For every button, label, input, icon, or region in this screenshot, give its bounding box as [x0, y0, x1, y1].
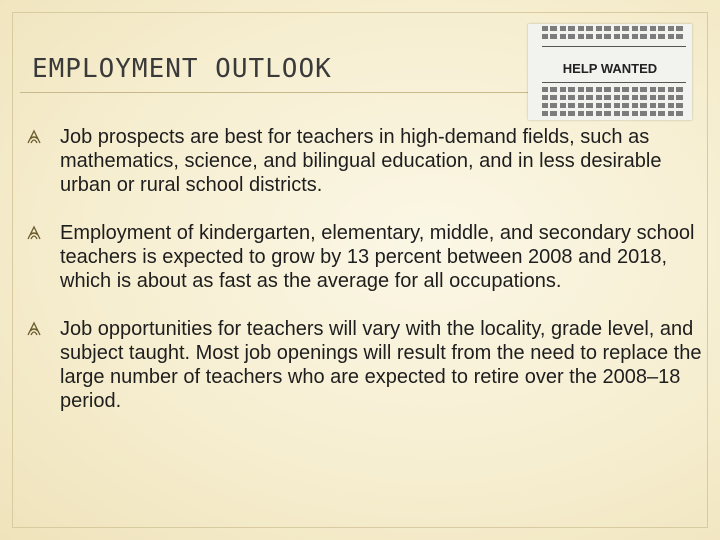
clipping-headline: HELP WANTED — [562, 61, 658, 76]
decorative-bullet-icon — [26, 129, 42, 145]
slide-title: EMPLOYMENT OUTLOOK — [32, 54, 332, 84]
bullet-list — [26, 125, 706, 437]
clipping-text-line — [542, 95, 686, 100]
bullet-text: Employment of kindergarten, elementary, middle, and secondary school teachers is expected to grow by 13 percent between 2008 and 2018, which is about as fast as the average for all occupations. — [60, 222, 695, 292]
decorative-bullet-icon — [26, 321, 42, 337]
clipping-text-line — [542, 34, 686, 39]
clipping-rule — [542, 82, 686, 83]
bullet-text: Job prospects are best for teachers in high-demand fields, such as mathematics, science, and bilingual education, and in less desirable urban or rural school districts. — [60, 126, 662, 196]
bullet-item — [26, 125, 706, 197]
clipping-text-line — [542, 87, 686, 92]
title-divider — [20, 92, 540, 93]
bullet-item — [26, 317, 706, 413]
clipping-text-line — [542, 26, 686, 31]
bullet-text: Job opportunities for teachers will vary with the locality, grade level, and subject taught. Most job openings will result from the need to replace the large number of teachers who are expected to retire over the 2008–18 period. — [60, 318, 702, 412]
decorative-bullet-icon — [26, 225, 42, 241]
help-wanted-newspaper-clipping — [528, 24, 692, 120]
bullet-item — [26, 221, 706, 293]
clipping-rule — [542, 46, 686, 47]
clipping-text-line — [542, 111, 686, 116]
clipping-text-line — [542, 103, 686, 108]
